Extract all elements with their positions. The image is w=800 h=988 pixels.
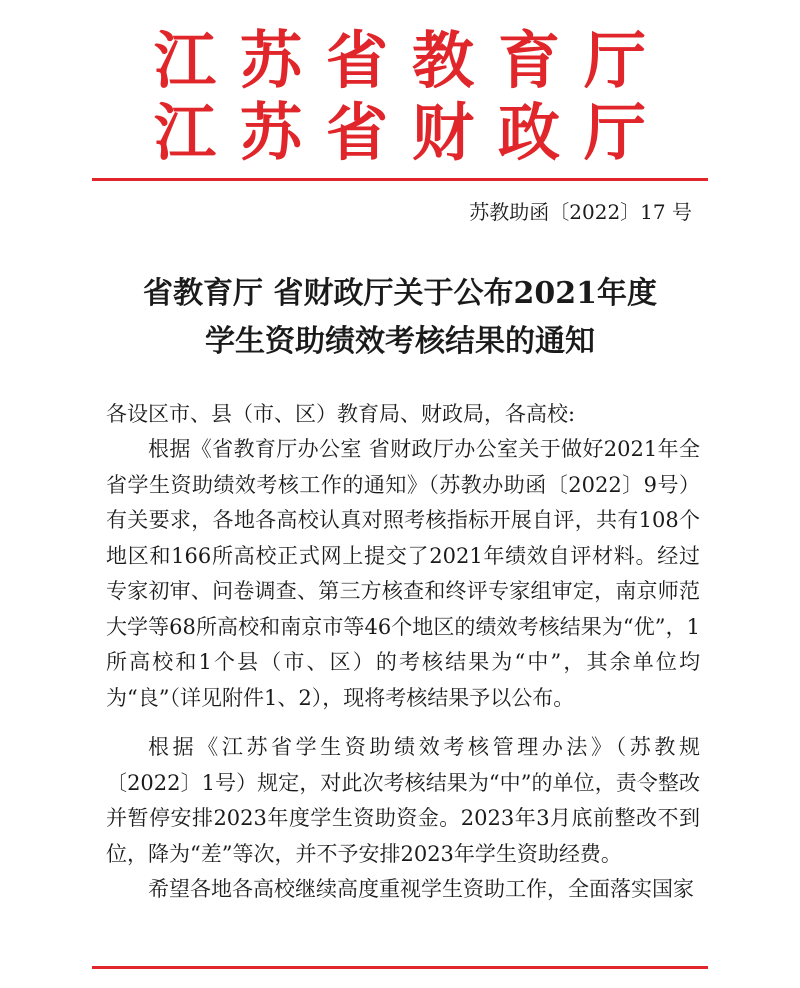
body-paragraph-2: 根据《江苏省学生资助绩效考核管理办法》（苏教规〔2022〕1号）规定，对此次考核结果为“中”的单位，责令整改并暂停安排2023年度学生资助资金。2023年3月底前整改不到位，降为“差”等次，并不予安排2023年学生资助经费。	[106, 735, 700, 866]
body-paragraph-3: 希望各地各高校继续高度重视学生资助工作，全面落实国家	[148, 877, 694, 901]
salutation: 各设区市、县（市、区）教育局、财政局，各高校:	[106, 402, 576, 426]
letterhead-org-finance: 江苏省财政厅	[153, 96, 670, 169]
red-divider-bottom	[92, 966, 708, 969]
document-title-line-2: 学生资助绩效考核结果的通知	[205, 324, 595, 359]
document-number: 苏教助函〔2022〕17 号	[469, 200, 692, 224]
letterhead-org-education: 江苏省教育厅	[153, 24, 670, 97]
red-divider-top	[92, 178, 708, 181]
document-title-line-1: 省教育厅 省财政厅关于公布2021年度	[143, 276, 657, 311]
body-paragraph-1: 根据《省教育厅办公室 省财政厅办公室关于做好2021年全省学生资助绩效考核工作的通知》（苏教办助函〔2022〕9号）有关要求，各地各高校认真对照考核指标开展自评，共有108个地区和166所高校正式网上提交了2021年绩效自评材料。经过专家初审、问卷调查、第三方核查和终评专家组审定，南京师范大学等68所高校和南京市等46个地区的绩效考核结果为“优”，1所高校和1个县（市、区）的考核结果为“中”，其余单位均为“良”（详见附件1、2），现将考核结果予以公布。	[106, 437, 700, 710]
